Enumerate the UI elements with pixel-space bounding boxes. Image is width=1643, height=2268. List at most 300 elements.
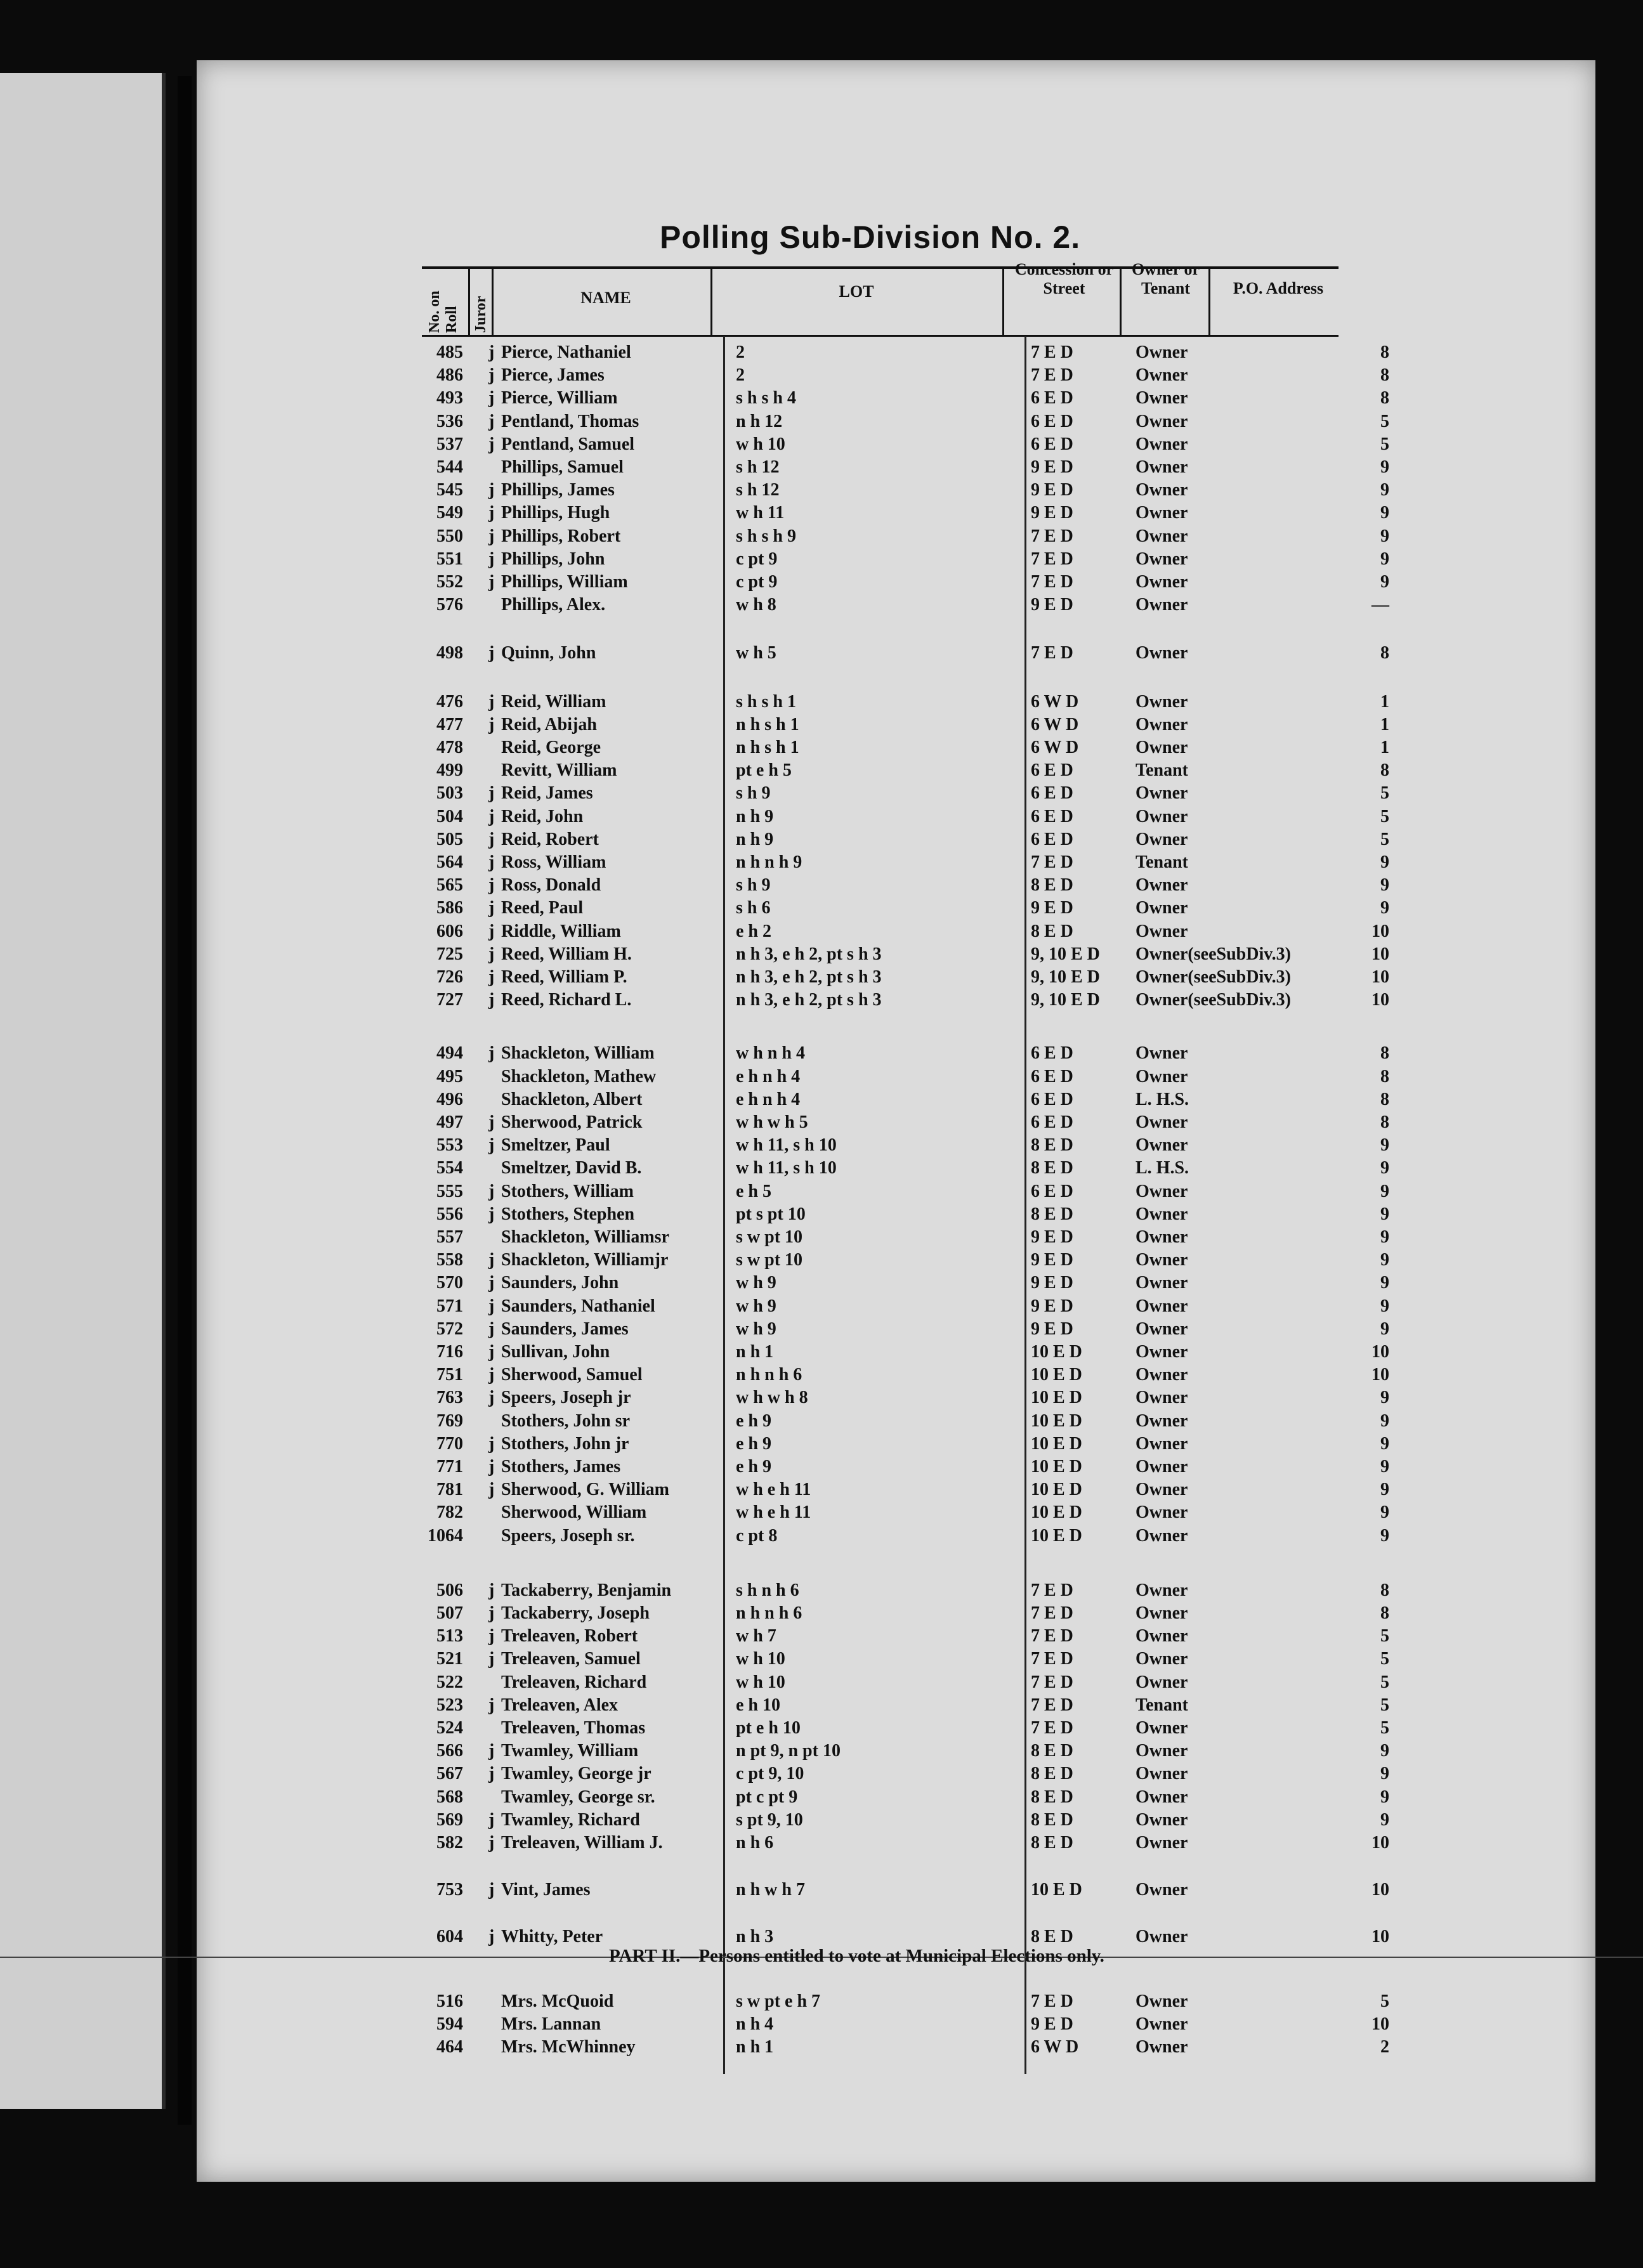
roll-number: 497 (436, 1112, 463, 1132)
roll-number: 606 (436, 921, 463, 941)
owner-tenant: Owner (1136, 1112, 1188, 1132)
table-row (0, 1741, 1643, 1764)
voter-name: Phillips, Hugh (501, 503, 610, 523)
juror-mark: j (488, 1764, 495, 1784)
roll-number: 1064 (428, 1525, 463, 1546)
voter-name: Ross, Donald (501, 875, 601, 896)
po-address: 9 (1380, 1227, 1389, 1247)
po-address: 9 (1380, 1502, 1389, 1523)
lot: w h e h 11 (736, 1502, 811, 1523)
po-address: 10 (1371, 944, 1389, 964)
juror-mark: j (488, 714, 495, 734)
owner-tenant: Owner (1136, 898, 1188, 918)
table-row (0, 1672, 1643, 1695)
owner-tenant: L. H.S. (1136, 1089, 1189, 1109)
table-row (0, 1787, 1643, 1810)
concession: 9, 10 E D (1031, 967, 1100, 987)
voter-name: Reid, William (501, 691, 606, 712)
owner-tenant: Owner (1136, 434, 1188, 454)
roll-number: 485 (436, 342, 463, 362)
po-address: 9 (1380, 875, 1389, 896)
table-row (0, 503, 1643, 526)
roll-number: 568 (436, 1787, 463, 1807)
roll-number: 770 (436, 1433, 463, 1454)
po-address: 10 (1371, 990, 1389, 1010)
concession: 9 E D (1031, 1296, 1073, 1316)
po-address: — (1371, 595, 1389, 615)
owner-tenant: Owner (1136, 691, 1188, 712)
table-row (0, 1067, 1643, 1090)
table-row (0, 1112, 1643, 1135)
lot: w h 10 (736, 1649, 785, 1669)
table-row (0, 1365, 1643, 1388)
lot: w h 10 (736, 434, 785, 454)
concession: 6 E D (1031, 388, 1073, 408)
table-row (0, 1502, 1643, 1525)
juror-mark: j (488, 1204, 495, 1224)
table-row (0, 852, 1643, 875)
lot: w h 8 (736, 595, 776, 615)
lot: n h 3, e h 2, pt s h 3 (736, 944, 882, 964)
po-address: 9 (1380, 549, 1389, 569)
concession: 9 E D (1031, 1227, 1073, 1247)
concession: 6 W D (1031, 691, 1079, 712)
po-address: 5 (1380, 1649, 1389, 1669)
concession: 7 E D (1031, 1626, 1073, 1646)
concession: 7 E D (1031, 1603, 1073, 1623)
roll-number: 565 (436, 875, 463, 896)
voter-name: Saunders, John (501, 1273, 619, 1293)
voter-name: Smeltzer, Paul (501, 1135, 610, 1156)
roll-number: 499 (436, 760, 463, 781)
voter-name: Phillips, Samuel (501, 457, 624, 477)
voter-name: Shackleton, Williamsr (501, 1227, 670, 1247)
po-address: 9 (1380, 1319, 1389, 1339)
owner-tenant: Owner (1136, 1672, 1188, 1692)
voter-name: Reed, William H. (501, 944, 632, 964)
roll-number: 571 (436, 1296, 463, 1316)
concession: 8 E D (1031, 1927, 1073, 1947)
lot: n h 12 (736, 411, 783, 431)
owner-tenant: Owner (1136, 1649, 1188, 1669)
voter-name: Shackleton, Williamjr (501, 1250, 669, 1270)
voter-name: Saunders, James (501, 1319, 629, 1339)
voter-name: Mrs. McQuoid (501, 1991, 614, 2011)
lot: e h n h 4 (736, 1089, 801, 1109)
concession: 10 E D (1031, 1525, 1082, 1546)
table-row (0, 1457, 1643, 1480)
lot: e h n h 4 (736, 1066, 801, 1086)
roll-number: 570 (436, 1273, 463, 1293)
owner-tenant: Owner (1136, 1250, 1188, 1270)
juror-mark: j (488, 921, 495, 941)
po-address: 9 (1380, 1764, 1389, 1784)
owner-tenant: Owner (1136, 503, 1188, 523)
lot: s h 9 (736, 875, 771, 896)
roll-number: 522 (436, 1672, 463, 1692)
po-address: 10 (1371, 2014, 1389, 2034)
owner-tenant: Owner (1136, 1273, 1188, 1293)
owner-tenant: Owner (1136, 388, 1188, 408)
owner-tenant: Tenant (1136, 1695, 1189, 1715)
po-address: 10 (1371, 1342, 1389, 1362)
voter-name: Saunders, Nathaniel (501, 1296, 655, 1316)
concession: 6 E D (1031, 829, 1073, 849)
voter-name: Quinn, John (501, 643, 596, 663)
roll-number: 498 (436, 643, 463, 663)
lot: n h 4 (736, 2014, 774, 2034)
po-address: 10 (1371, 1880, 1389, 1900)
juror-mark: j (488, 549, 495, 569)
lot: n h s h 1 (736, 738, 799, 757)
table-row (0, 738, 1643, 760)
roll-number: 604 (436, 1927, 463, 1947)
table-row (0, 480, 1643, 503)
table-row (0, 1158, 1643, 1181)
voter-name: Phillips, John (501, 549, 605, 569)
lot: n h s h 1 (736, 714, 799, 734)
po-address: 9 (1380, 1457, 1389, 1476)
roll-number: 506 (436, 1580, 463, 1600)
roll-number: 781 (436, 1480, 463, 1500)
lot: e h 5 (736, 1181, 771, 1201)
po-address: 8 (1380, 1066, 1389, 1086)
header-divider (1002, 269, 1004, 335)
lot: pt s pt 10 (736, 1204, 806, 1224)
juror-mark: j (488, 875, 495, 896)
concession: 10 E D (1031, 1388, 1082, 1408)
table-row (0, 1526, 1643, 1549)
header-roll: No. on Roll (426, 290, 460, 333)
voter-name: Treleaven, Alex (501, 1695, 619, 1715)
lot: s h s h 4 (736, 388, 796, 408)
concession: 6 E D (1031, 411, 1073, 431)
juror-mark: j (488, 411, 495, 431)
owner-tenant: Owner (1136, 549, 1188, 569)
table-row (0, 1250, 1643, 1273)
owner-tenant: Owner (1136, 1296, 1188, 1316)
lot: s w pt 10 (736, 1250, 803, 1270)
owner-tenant: L. H.S. (1136, 1158, 1189, 1178)
voter-name: Twamley, Richard (501, 1809, 640, 1830)
owner-tenant: Owner (1136, 1181, 1188, 1201)
voter-name: Treleaven, Thomas (501, 1718, 646, 1738)
owner-tenant: Owner (1136, 457, 1188, 477)
concession: 8 E D (1031, 1204, 1073, 1224)
po-address: 9 (1380, 1433, 1389, 1454)
concession: 7 E D (1031, 852, 1073, 872)
lot: e h 9 (736, 1457, 771, 1476)
lot: w h 10 (736, 1672, 785, 1692)
table-row (0, 572, 1643, 595)
lot: w h 11, s h 10 (736, 1158, 837, 1178)
po-address: 9 (1380, 1204, 1389, 1224)
lot: s h n h 6 (736, 1580, 799, 1600)
juror-mark: j (488, 1296, 495, 1316)
concession: 6 E D (1031, 434, 1073, 454)
juror-mark: j (488, 1809, 495, 1830)
voter-name: Shackleton, Mathew (501, 1066, 657, 1086)
roll-number: 524 (436, 1718, 463, 1738)
lot: 2 (736, 365, 745, 386)
roll-number: 464 (436, 2037, 463, 2057)
table-row (0, 1342, 1643, 1365)
concession: 8 E D (1031, 1787, 1073, 1807)
table-row (0, 1296, 1643, 1319)
po-address: 9 (1380, 852, 1389, 872)
juror-mark: j (488, 1603, 495, 1623)
voter-name: Sherwood, G. William (501, 1480, 670, 1500)
header-po: P.O. Address (1233, 279, 1324, 297)
roll-number: 537 (436, 434, 463, 454)
lot: n h w h 7 (736, 1880, 805, 1900)
lot: c pt 9 (736, 572, 778, 592)
owner-tenant: Owner (1136, 365, 1188, 386)
juror-mark: j (488, 480, 495, 500)
owner-tenant: Owner (1136, 1365, 1188, 1385)
po-address: 5 (1380, 434, 1389, 454)
owner-tenant: Tenant (1136, 852, 1189, 872)
table-row (0, 1135, 1643, 1158)
lot: s w pt 10 (736, 1227, 803, 1247)
header-divider (492, 269, 494, 335)
concession: 9 E D (1031, 457, 1073, 477)
juror-mark: j (488, 434, 495, 454)
po-address: 9 (1380, 1158, 1389, 1178)
juror-mark: j (488, 388, 495, 408)
concession: 7 E D (1031, 1991, 1073, 2011)
concession: 6 W D (1031, 2037, 1079, 2057)
voter-name: Reed, Richard L. (501, 990, 632, 1010)
lot: n h 1 (736, 2037, 774, 2057)
po-address: 5 (1380, 1695, 1389, 1715)
po-address: 5 (1380, 1991, 1389, 2011)
owner-tenant: Owner (1136, 714, 1188, 734)
owner-tenant: Owner (1136, 1319, 1188, 1339)
concession: 6 W D (1031, 738, 1079, 757)
juror-mark: j (488, 1365, 495, 1385)
voter-name: Sherwood, Samuel (501, 1365, 643, 1385)
owner-tenant: Owner (1136, 480, 1188, 500)
juror-mark: j (488, 1043, 495, 1064)
voter-name: Reed, William P. (501, 967, 627, 987)
po-address: 9 (1380, 526, 1389, 546)
owner-tenant: Owner (1136, 1927, 1188, 1947)
lot: n h 3, e h 2, pt s h 3 (736, 990, 882, 1010)
header-divider (468, 269, 470, 335)
table-row (0, 1273, 1643, 1296)
concession: 10 E D (1031, 1880, 1082, 1900)
juror-mark: j (488, 1649, 495, 1669)
voter-name: Reid, George (501, 738, 601, 757)
lot: w h 9 (736, 1296, 776, 1316)
po-address: 1 (1380, 714, 1389, 734)
lot: e h 9 (736, 1411, 771, 1431)
po-address: 9 (1380, 1787, 1389, 1807)
juror-mark: j (488, 852, 495, 872)
table-row (0, 1434, 1643, 1457)
table-row (0, 643, 1643, 666)
owner-tenant: Owner (1136, 829, 1188, 849)
voter-name: Riddle, William (501, 921, 621, 941)
voter-name: Phillips, Robert (501, 526, 621, 546)
lot: s h 12 (736, 457, 780, 477)
voter-name: Treleaven, Samuel (501, 1649, 641, 1669)
lot: s h s h 1 (736, 691, 796, 712)
roll-number: 486 (436, 365, 463, 386)
juror-mark: j (488, 1480, 495, 1500)
table-row (0, 2037, 1643, 2060)
juror-mark: j (488, 1135, 495, 1156)
po-address: 8 (1380, 1043, 1389, 1064)
roll-number: 523 (436, 1695, 463, 1715)
po-address: 10 (1371, 1365, 1389, 1385)
table-row (0, 875, 1643, 898)
juror-mark: j (488, 783, 495, 804)
owner-tenant: Owner (1136, 1880, 1188, 1900)
owner-tenant: Owner (1136, 1787, 1188, 1807)
roll-number: 564 (436, 852, 463, 872)
lot: n h 3 (736, 1927, 774, 1947)
roll-number: 550 (436, 526, 463, 546)
table-row (0, 967, 1643, 990)
po-address: 1 (1380, 738, 1389, 757)
roll-number: 504 (436, 806, 463, 826)
juror-mark: j (488, 806, 495, 826)
lot: n h 9 (736, 829, 774, 849)
table-row (0, 783, 1643, 806)
voter-name: Ross, William (501, 852, 606, 872)
voter-name: Phillips, William (501, 572, 628, 592)
po-address: 5 (1380, 1672, 1389, 1692)
lot: s h 9 (736, 783, 771, 804)
owner-tenant: Owner (1136, 1411, 1188, 1431)
owner-tenant: Owner (1136, 1580, 1188, 1600)
table-row (0, 1580, 1643, 1603)
lot: w h 5 (736, 643, 776, 663)
voter-name: Reid, John (501, 806, 584, 826)
owner-tenant: Owner (1136, 1502, 1188, 1523)
lot: n h n h 6 (736, 1603, 802, 1623)
juror-mark: j (488, 365, 495, 386)
table-row (0, 457, 1643, 480)
juror-mark: j (488, 1181, 495, 1201)
lot: w h w h 5 (736, 1112, 808, 1132)
header-divider (1208, 269, 1210, 335)
voter-name: Shackleton, William (501, 1043, 655, 1064)
table-row (0, 549, 1643, 572)
concession: 6 E D (1031, 783, 1073, 804)
owner-tenant: Owner (1136, 1991, 1188, 2011)
table-row (0, 1388, 1643, 1411)
owner-tenant: Owner (1136, 1833, 1188, 1853)
concession: 8 E D (1031, 1741, 1073, 1761)
roll-number: 594 (436, 2014, 463, 2034)
roll-number: 753 (436, 1880, 463, 1900)
voter-name: Pierce, James (501, 365, 605, 386)
table-row (0, 1043, 1643, 1066)
lot: w h 7 (736, 1626, 776, 1646)
juror-mark: j (488, 1342, 495, 1362)
concession: 10 E D (1031, 1480, 1082, 1500)
voter-name: Vint, James (501, 1880, 591, 1900)
owner-tenant: Owner(seeSubDiv.3) (1136, 944, 1291, 964)
voter-name: Phillips, Alex. (501, 595, 606, 615)
voter-name: Pentland, Thomas (501, 411, 639, 431)
po-address: 10 (1371, 1927, 1389, 1947)
po-address: 5 (1380, 1718, 1389, 1738)
lot: e h 9 (736, 1433, 771, 1454)
owner-tenant: Owner (1136, 806, 1188, 826)
roll-number: 725 (436, 944, 463, 964)
header-juror: Juror (473, 296, 489, 333)
concession: 7 E D (1031, 1695, 1073, 1715)
table-row (0, 1319, 1643, 1342)
roll-number: 516 (436, 1991, 463, 2011)
owner-tenant: Owner (1136, 342, 1188, 362)
juror-mark: j (488, 526, 495, 546)
lot: n h 3, e h 2, pt s h 3 (736, 967, 882, 987)
concession: 9 E D (1031, 480, 1073, 500)
header-name: NAME (580, 289, 631, 307)
lot: 2 (736, 342, 745, 362)
lot: n h n h 6 (736, 1365, 802, 1385)
concession: 10 E D (1031, 1502, 1082, 1523)
juror-mark: j (488, 1626, 495, 1646)
lot: c pt 8 (736, 1525, 778, 1546)
table-row (0, 807, 1643, 830)
roll-number: 726 (436, 967, 463, 987)
concession: 10 E D (1031, 1411, 1082, 1431)
owner-tenant: Owner (1136, 1480, 1188, 1500)
po-address: 9 (1380, 1250, 1389, 1270)
owner-tenant: Owner (1136, 1204, 1188, 1224)
po-address: 9 (1380, 1411, 1389, 1431)
table-row (0, 412, 1643, 434)
lot: c pt 9, 10 (736, 1764, 804, 1784)
po-address: 9 (1380, 1135, 1389, 1156)
po-address: 8 (1380, 760, 1389, 781)
table-row (0, 1764, 1643, 1787)
po-address: 8 (1380, 1580, 1389, 1600)
po-address: 8 (1380, 365, 1389, 386)
concession: 8 E D (1031, 1833, 1073, 1853)
juror-mark: j (488, 1388, 495, 1408)
po-address: 5 (1380, 829, 1389, 849)
voter-name: Stothers, James (501, 1457, 621, 1476)
po-address: 9 (1380, 1480, 1389, 1500)
owner-tenant: Owner (1136, 1227, 1188, 1247)
juror-mark: j (488, 1250, 495, 1270)
roll-number: 557 (436, 1227, 463, 1247)
concession: 7 E D (1031, 1672, 1073, 1692)
roll-number: 576 (436, 595, 463, 615)
owner-tenant: Owner (1136, 1626, 1188, 1646)
concession: 7 E D (1031, 342, 1073, 362)
lot: pt e h 10 (736, 1718, 801, 1738)
voter-name: Stothers, John jr (501, 1433, 629, 1454)
table-row (0, 760, 1643, 783)
owner-tenant: Owner (1136, 1603, 1188, 1623)
po-address: 5 (1380, 1626, 1389, 1646)
po-address: 9 (1380, 572, 1389, 592)
po-address: 1 (1380, 691, 1389, 712)
concession: 9 E D (1031, 595, 1073, 615)
lot: w h e h 11 (736, 1480, 811, 1500)
po-address: 5 (1380, 783, 1389, 804)
concession: 9 E D (1031, 1250, 1073, 1270)
po-address: 8 (1380, 1112, 1389, 1132)
